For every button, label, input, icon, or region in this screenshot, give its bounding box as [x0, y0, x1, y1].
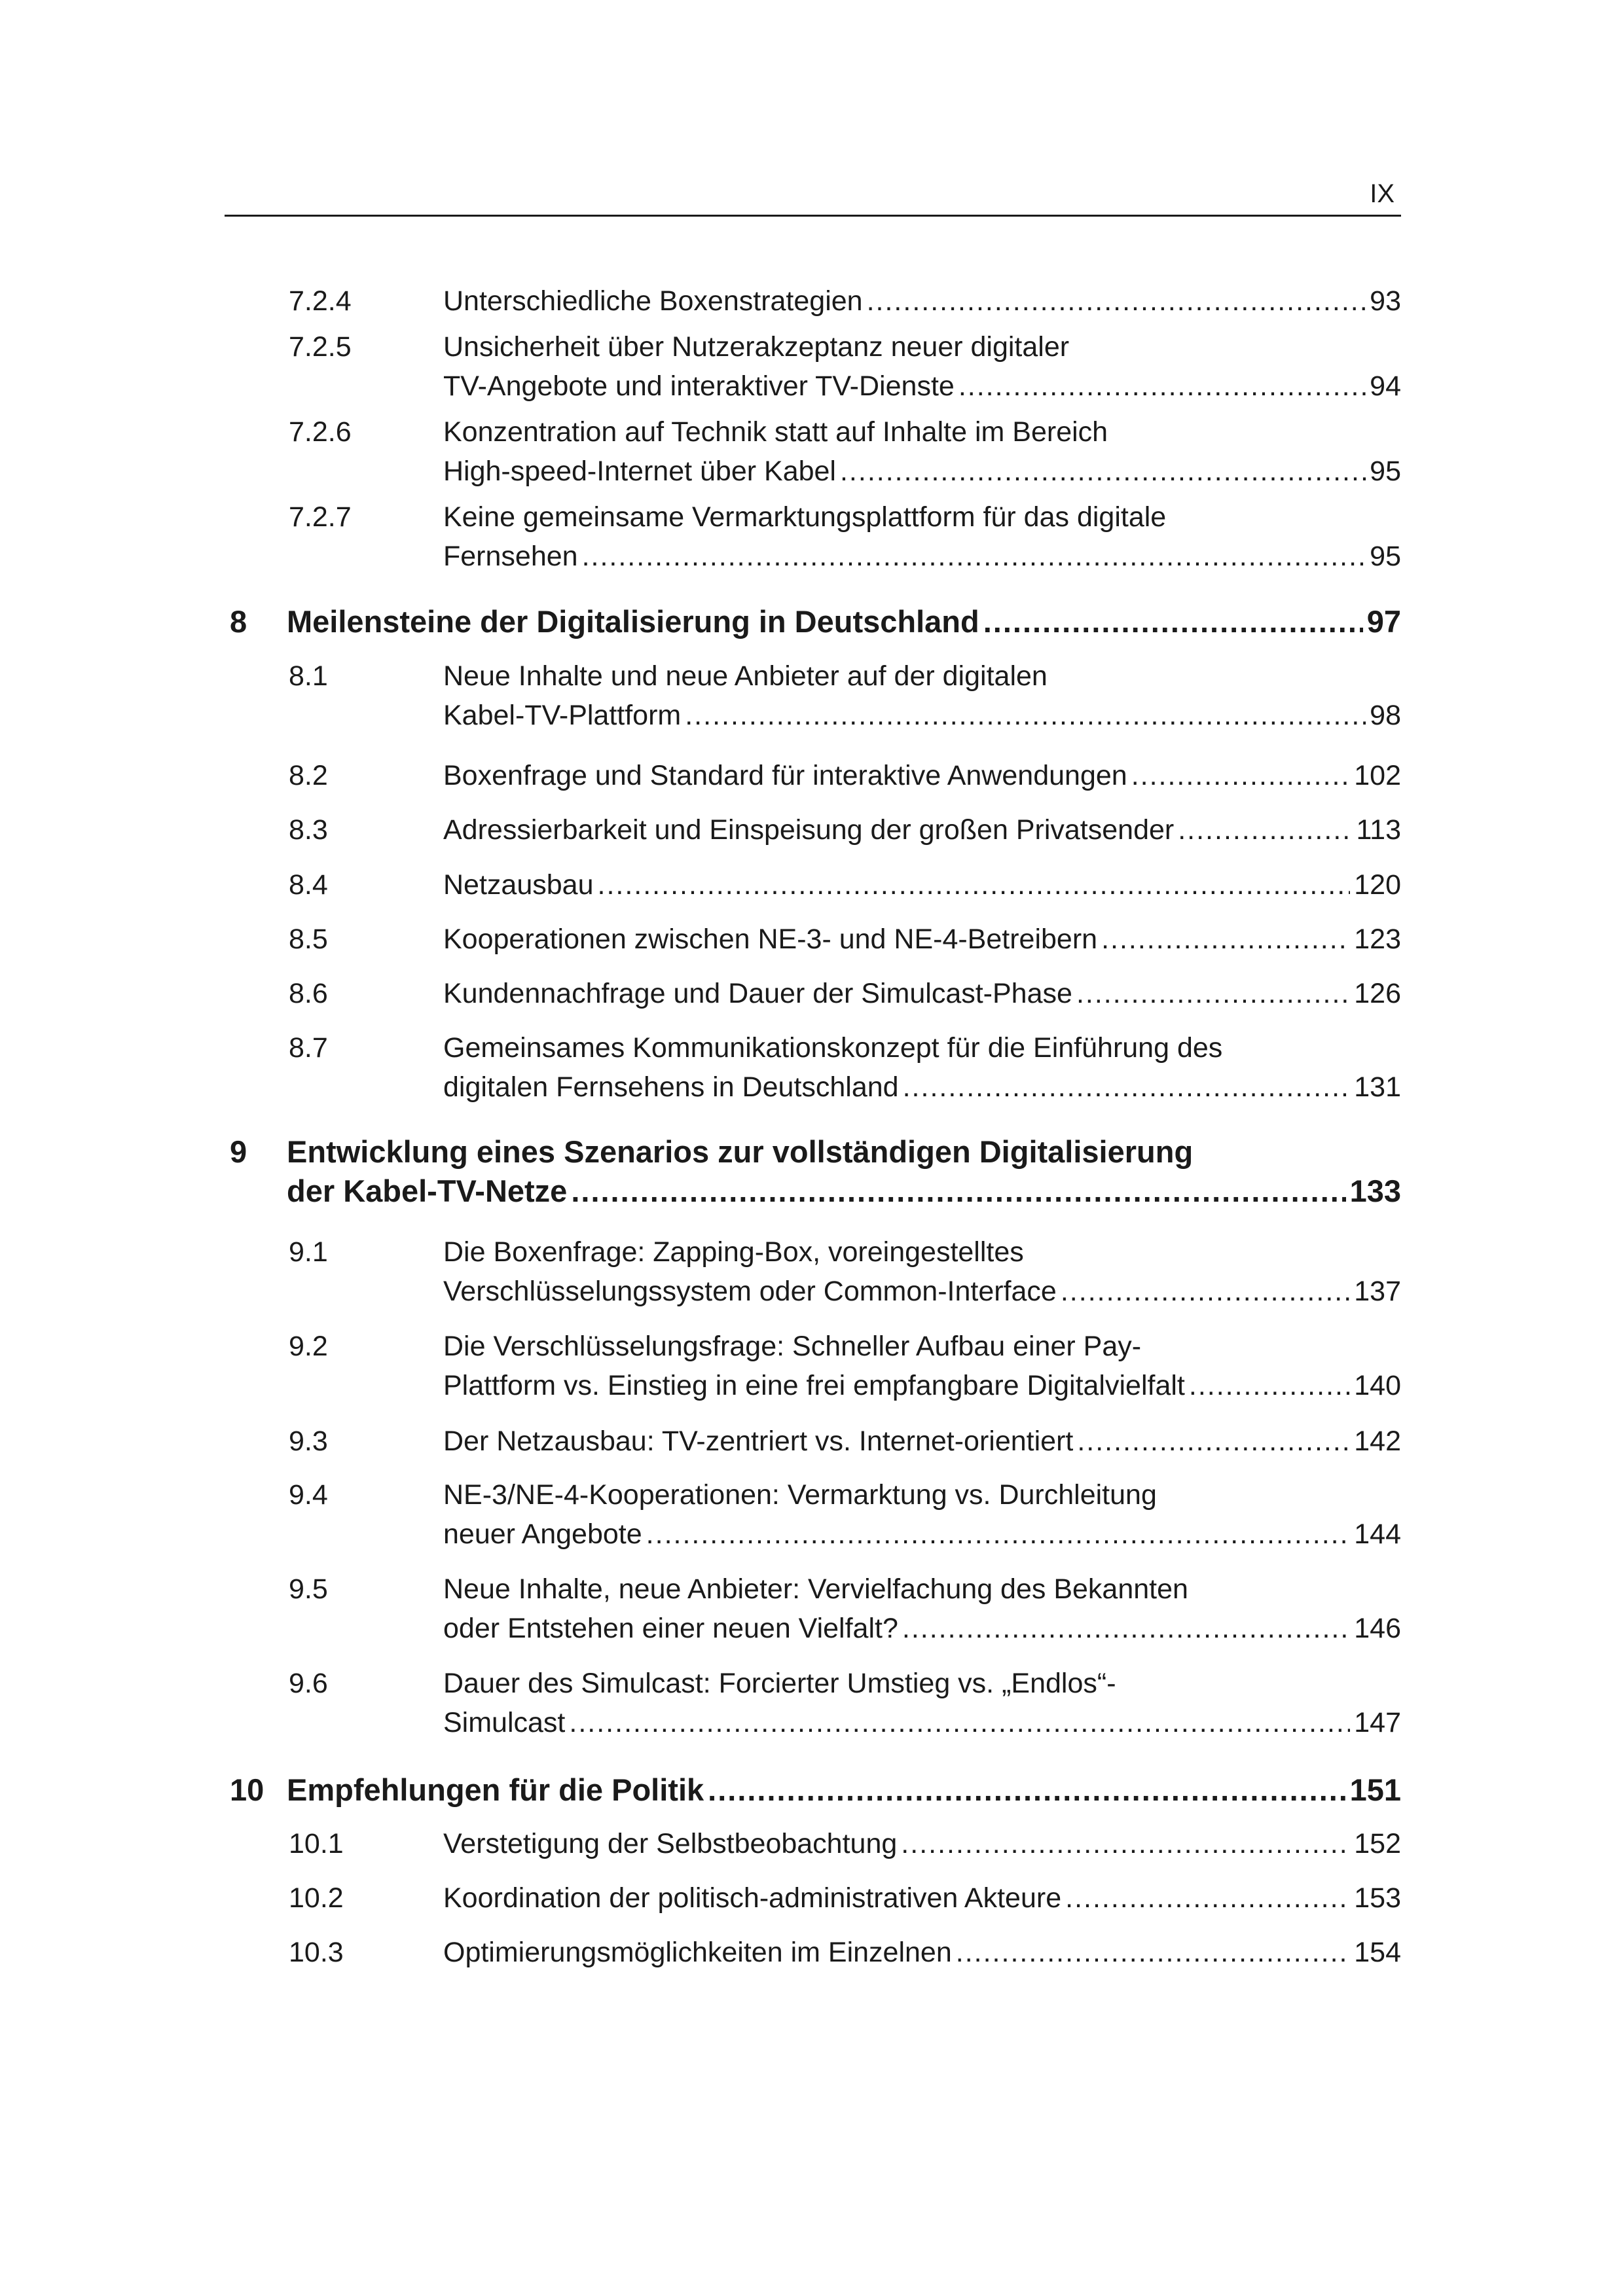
- toc-page-number: 152: [1354, 1828, 1401, 1859]
- toc-page-number: 120: [1354, 869, 1401, 901]
- dot-leader: [582, 537, 1366, 576]
- toc-entry-title: [443, 810, 1401, 850]
- dot-leader: [958, 367, 1366, 406]
- toc-entry-title: [443, 1422, 1401, 1461]
- toc-entry-title-line: Adressierbarkeit und Einspeisung der großen Privatsender: [443, 814, 1175, 846]
- toc-entry-title: [443, 281, 1401, 321]
- toc-entry-number: 9.5: [289, 1573, 328, 1605]
- toc-page-number: 95: [1370, 541, 1401, 572]
- toc-entry-title-line: Kundennachfrage und Dauer der Simulcast-Phase: [443, 978, 1072, 1009]
- toc-entry-title-line: Netzausbau: [443, 869, 594, 901]
- header-rule: [225, 215, 1401, 217]
- toc-page-number: 113: [1356, 814, 1401, 846]
- toc-entry-title-line: Kooperationen zwischen NE-3- und NE-4-Betreibern: [443, 924, 1098, 955]
- toc-entry-title-line: TV-Angebote und interaktiver TV-Dienste: [443, 370, 955, 402]
- toc-entry-number: 9.6: [289, 1668, 328, 1699]
- dot-leader: [1065, 1878, 1350, 1918]
- toc-entry-title-line: Der Netzausbau: TV-zentriert vs. Internet-orientiert: [443, 1426, 1074, 1457]
- toc-page-number: 126: [1354, 978, 1401, 1009]
- dot-leader: [1076, 974, 1350, 1013]
- toc-entry-number: 10.3: [289, 1937, 344, 1968]
- dot-leader: [1101, 920, 1350, 959]
- toc-entry-title: [443, 865, 1401, 905]
- toc-page-number: 131: [1354, 1071, 1401, 1103]
- toc-entry-title-line: der Kabel-TV-Netze: [287, 1174, 568, 1208]
- toc-entry-title: [443, 1028, 1401, 1107]
- toc-page-number: 151: [1349, 1772, 1401, 1807]
- toc-entry-number: 8.1: [289, 660, 328, 692]
- toc-page-number: 146: [1354, 1613, 1401, 1644]
- toc-entry-title: [287, 602, 1401, 641]
- toc-entry-title-line: Neue Inhalte, neue Anbieter: Vervielfachung des Bekannten: [443, 1573, 1188, 1605]
- toc-entry-number: 9.4: [289, 1479, 328, 1511]
- toc-entry-title: [443, 1232, 1401, 1311]
- dot-leader: [571, 1172, 1345, 1211]
- toc-entry-title-line: High-speed-Internet über Kabel: [443, 456, 836, 487]
- dot-leader: [1178, 810, 1352, 850]
- toc-entry-title-line: NE-3/NE-4-Kooperationen: Vermarktung vs. Durchleitung: [443, 1479, 1157, 1511]
- toc-page-number: 137: [1354, 1276, 1401, 1307]
- toc-entry-title-line: Empfehlungen für die Politik: [287, 1772, 704, 1807]
- dot-leader: [983, 602, 1363, 641]
- toc-entry-title-line: Simulcast: [443, 1707, 566, 1738]
- toc-entry-title-line: Optimierungsmöglichkeiten im Einzelnen: [443, 1937, 952, 1968]
- toc-entry-title-line: Die Boxenfrage: Zapping-Box, voreingestelltes: [443, 1236, 1024, 1268]
- toc-entry-title: [443, 1824, 1401, 1863]
- toc-entry-title-line: Koordination der politisch-administrativen Akteure: [443, 1882, 1062, 1914]
- toc-entry-title: [443, 1570, 1401, 1648]
- toc-entry-title: [443, 1327, 1401, 1405]
- toc-entry-title-line: Unsicherheit über Nutzerakzeptanz neuer digitaler: [443, 331, 1070, 363]
- toc-entry-number: 7.2.5: [289, 331, 352, 363]
- toc-entry-number: 8.5: [289, 924, 328, 955]
- toc-entry-number: 9.3: [289, 1426, 328, 1457]
- toc-page-number: 98: [1370, 700, 1401, 731]
- dot-leader: [598, 865, 1351, 905]
- toc-page-number: 144: [1354, 1518, 1401, 1550]
- toc-entry-number: 8: [230, 604, 247, 639]
- toc-entry-title-line: Keine gemeinsame Vermarktungsplattform für das digitale: [443, 501, 1167, 533]
- dot-leader: [901, 1824, 1350, 1863]
- toc-entry-title-line: Entwicklung eines Szenarios zur vollständigen Digitalisierung: [287, 1134, 1194, 1169]
- toc-entry-title: [443, 1475, 1401, 1554]
- toc-page-number: 93: [1370, 285, 1401, 317]
- toc-entry-number: 10: [230, 1772, 264, 1807]
- dot-leader: [569, 1703, 1350, 1742]
- toc-page-number: 154: [1354, 1937, 1401, 1968]
- toc-page-number: 140: [1354, 1370, 1401, 1401]
- toc-page-number: 123: [1354, 924, 1401, 955]
- toc-entry-title: [287, 1770, 1401, 1810]
- toc-page-number: 153: [1354, 1882, 1401, 1914]
- dot-leader: [956, 1933, 1350, 1972]
- toc-entry-title: [443, 920, 1401, 959]
- toc-entry-title-line: digitalen Fernsehens in Deutschland: [443, 1071, 899, 1103]
- toc-entry-title-line: neuer Angebote: [443, 1518, 642, 1550]
- dot-leader: [1077, 1422, 1350, 1461]
- toc-entry-title: [443, 1878, 1401, 1918]
- toc-entry-title: [443, 1933, 1401, 1972]
- dot-leader: [903, 1067, 1351, 1107]
- toc-entry-number: 8.2: [289, 760, 328, 791]
- toc-entry-title: [443, 497, 1401, 576]
- dot-leader: [867, 281, 1366, 321]
- toc-entry-title: [443, 327, 1401, 406]
- toc-entry-number: 8.3: [289, 814, 328, 846]
- toc-entry-number: 10.2: [289, 1882, 344, 1914]
- toc-page-number: 94: [1370, 370, 1401, 402]
- toc-page-number: 97: [1366, 604, 1401, 639]
- toc-entry-number: 8.6: [289, 978, 328, 1009]
- dot-leader: [1061, 1272, 1350, 1311]
- toc-entry-title: [443, 756, 1401, 795]
- toc-entry-title: [287, 1132, 1401, 1211]
- dot-leader: [1131, 756, 1351, 795]
- toc-entry-title-line: Kabel-TV-Plattform: [443, 700, 682, 731]
- toc-entry-number: 8.4: [289, 869, 328, 901]
- toc-entry-number: 9.2: [289, 1331, 328, 1362]
- toc-entry-number: 7.2.7: [289, 501, 352, 533]
- toc-page-number: 133: [1349, 1174, 1401, 1208]
- toc-entry-title-line: Verstetigung der Selbstbeobachtung: [443, 1828, 898, 1859]
- toc-entry-number: 9: [230, 1134, 247, 1169]
- toc-entry-number: 7.2.4: [289, 285, 352, 317]
- toc-entry-title-line: Boxenfrage und Standard für interaktive Anwendungen: [443, 760, 1127, 791]
- toc-entry-title-line: Neue Inhalte und neue Anbieter auf der digitalen: [443, 660, 1048, 692]
- toc-entry-number: 7.2.6: [289, 416, 352, 448]
- toc-entry-title-line: Die Verschlüsselungsfrage: Schneller Aufbau einer Pay-: [443, 1331, 1142, 1362]
- toc-entry-title-line: Fernsehen: [443, 541, 578, 572]
- toc-page-number: 147: [1354, 1707, 1401, 1738]
- toc-entry-number: 8.7: [289, 1032, 328, 1064]
- dot-leader: [646, 1515, 1351, 1554]
- toc-entry-title-line: Meilensteine der Digitalisierung in Deutschland: [287, 604, 979, 639]
- toc-entry-title-line: Unterschiedliche Boxenstrategien: [443, 285, 863, 317]
- toc-page-number: 142: [1354, 1426, 1401, 1457]
- dot-leader: [708, 1770, 1345, 1810]
- dot-leader: [685, 696, 1366, 735]
- toc-entry-title: [443, 656, 1401, 735]
- toc-entry-title-line: Dauer des Simulcast: Forcierter Umstieg vs. „Endlos“-: [443, 1668, 1116, 1699]
- toc-page-number: 95: [1370, 456, 1401, 487]
- toc-entry-title-line: Gemeinsames Kommunikationskonzept für die Einführung des: [443, 1032, 1223, 1064]
- toc-entry-title-line: oder Entstehen einer neuen Vielfalt?: [443, 1613, 898, 1644]
- toc-entry-title-line: Plattform vs. Einstieg in eine frei empfangbare Digitalvielfalt: [443, 1370, 1185, 1401]
- toc-entry-title: [443, 412, 1401, 491]
- toc-page-number: 102: [1354, 760, 1401, 791]
- toc-entry-number: 10.1: [289, 1828, 344, 1859]
- toc-entry-number: 9.1: [289, 1236, 328, 1268]
- dot-leader: [1189, 1366, 1350, 1405]
- toc-entry-title: [443, 1664, 1401, 1742]
- page-number: IX: [1370, 179, 1395, 208]
- dot-leader: [902, 1609, 1350, 1648]
- toc-entry-title: [443, 974, 1401, 1013]
- toc-entry-title-line: Verschlüsselungssystem oder Common-Interface: [443, 1276, 1057, 1307]
- toc-entry-title-line: Konzentration auf Technik statt auf Inhalte im Bereich: [443, 416, 1108, 448]
- dot-leader: [840, 452, 1366, 491]
